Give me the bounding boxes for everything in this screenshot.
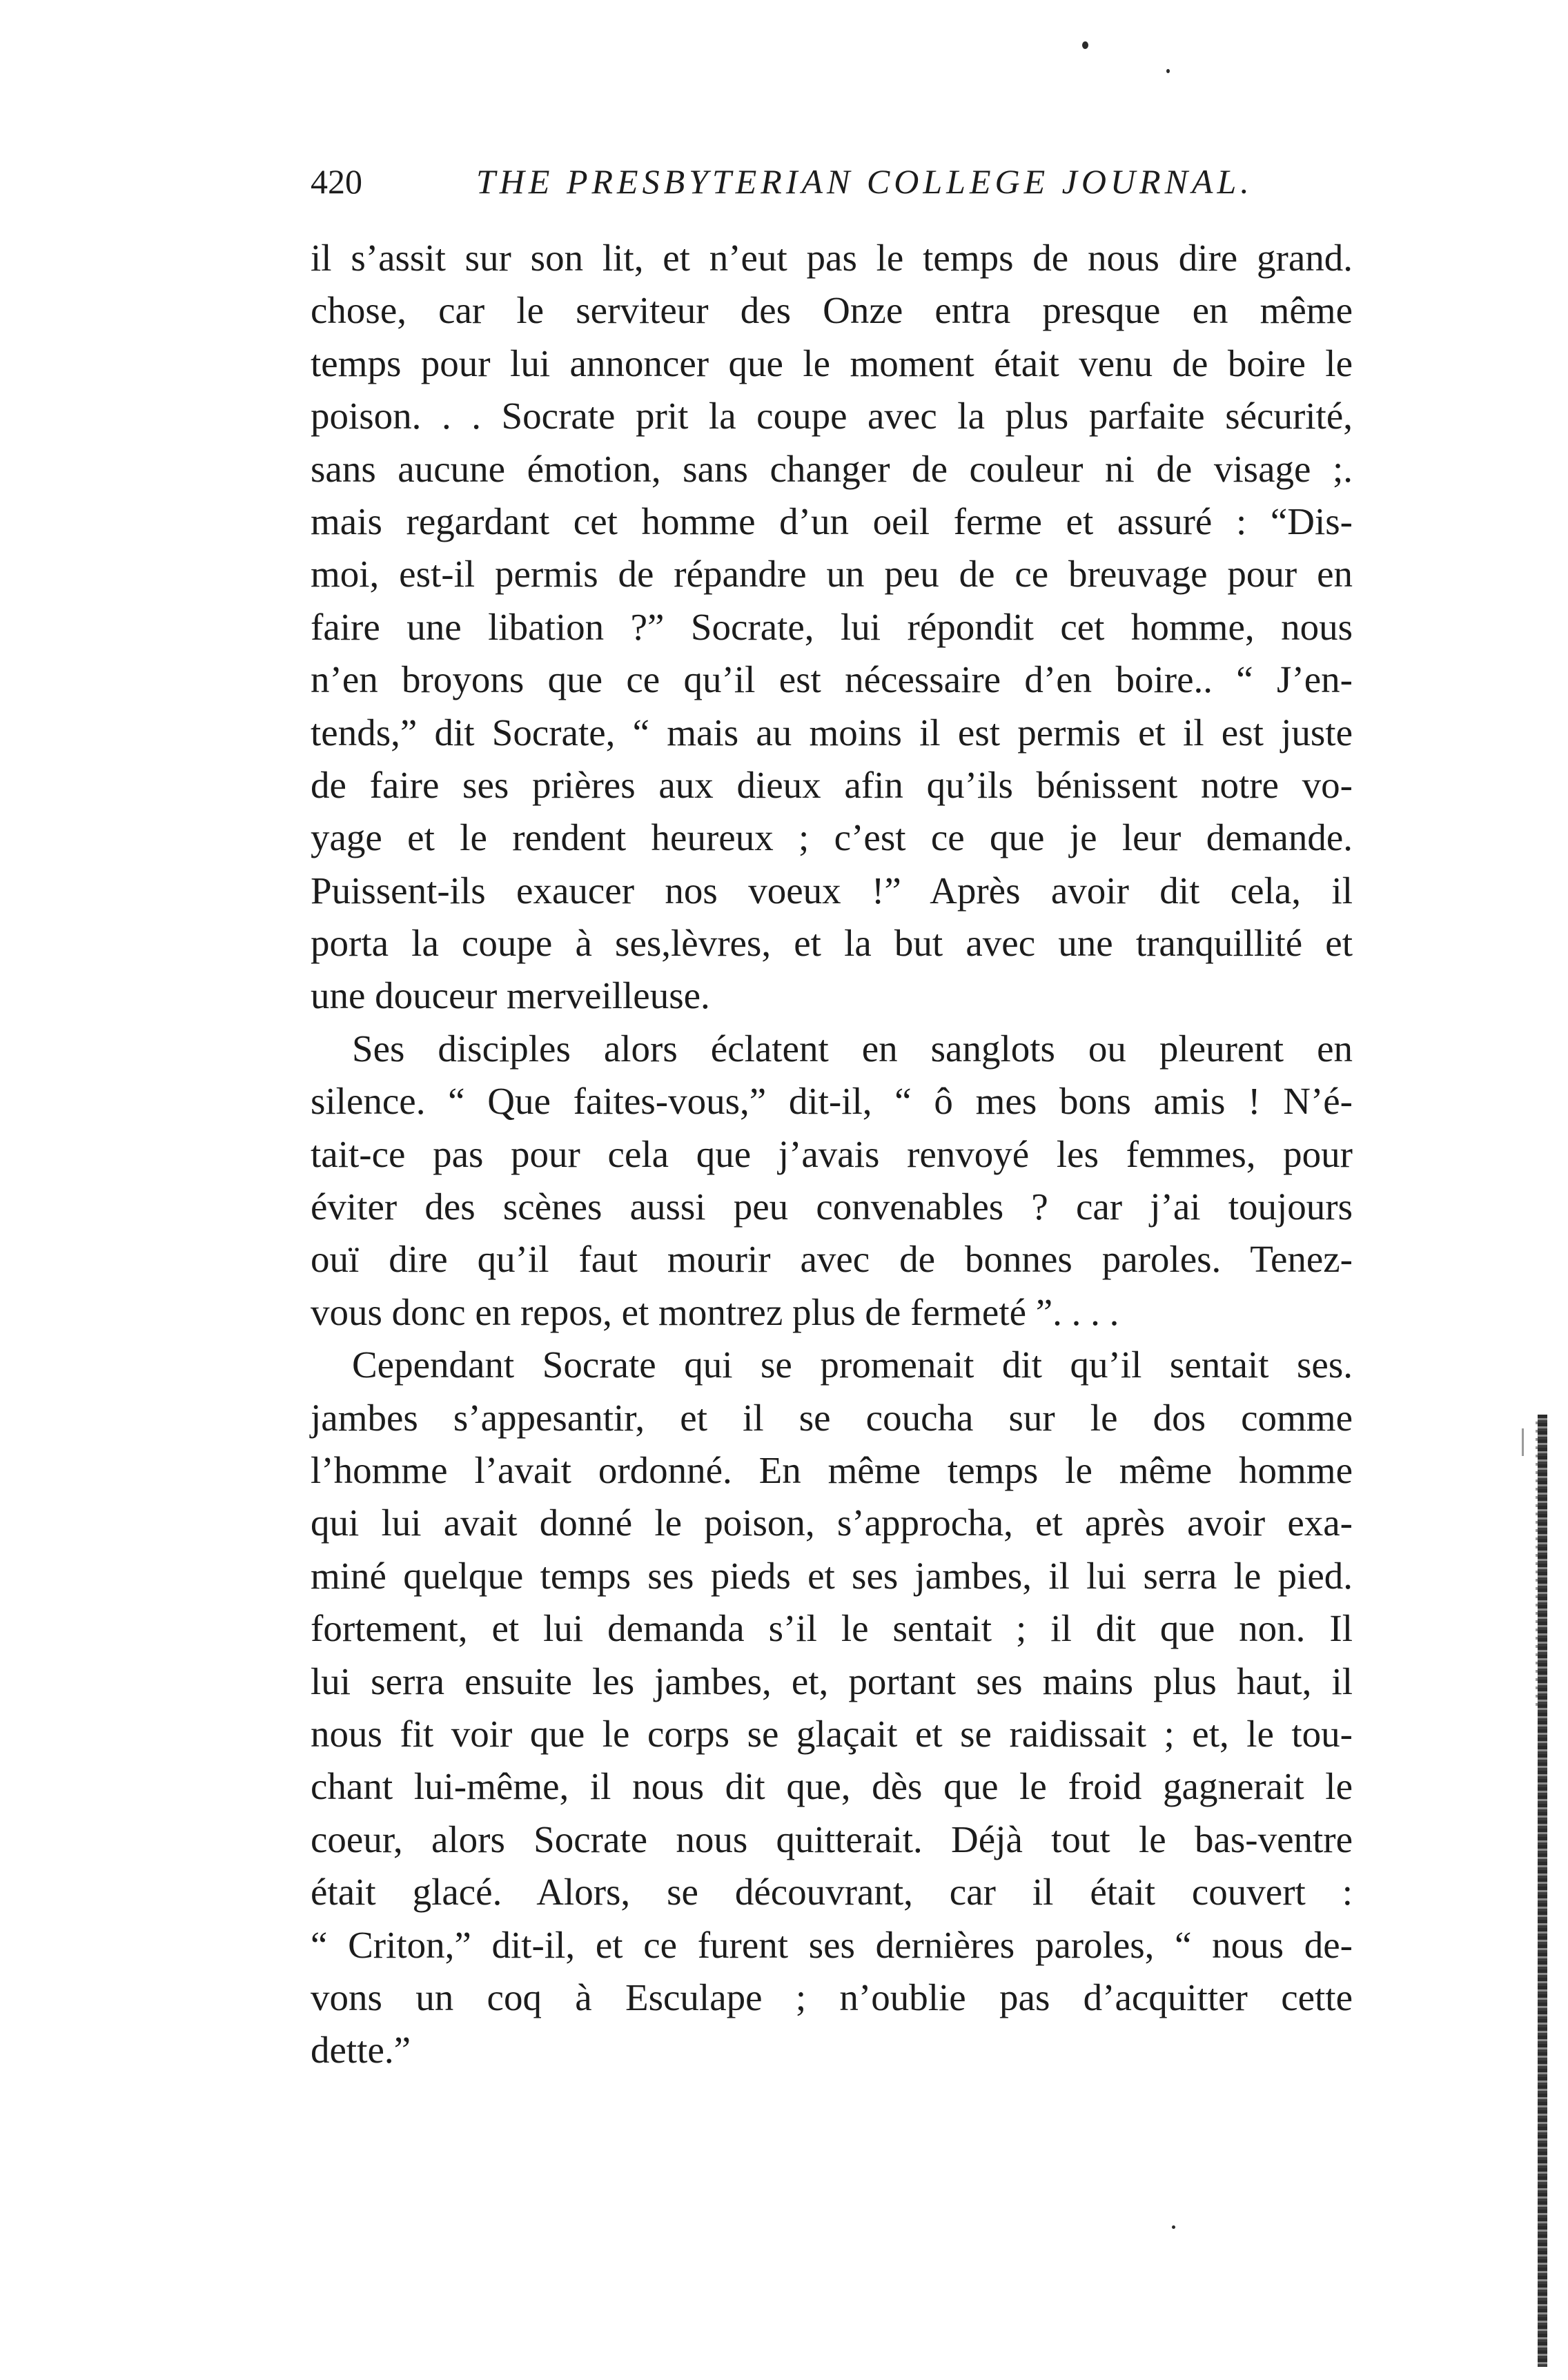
text-line: tends,” dit Socrate, “ mais au moins il est permis et il est juste [311, 711, 1353, 754]
text-line: chose, car le serviteur des Onze entra presque en même [311, 289, 1353, 332]
text-line: Puissent-ils exaucer nos voeux !” Après avoir dit cela, il [311, 869, 1353, 912]
page-edge-shadow [1538, 1415, 1547, 2367]
ink-speck [1166, 69, 1170, 73]
ink-speck [1172, 2225, 1175, 2229]
paragraph-first-line: Cependant Socrate qui se promenait dit qu’il sentait ses. [352, 1344, 1353, 1386]
text-line: yage et le rendent heureux ; c’est ce que je leur demande. [311, 816, 1353, 859]
paragraph-end-line: vous donc en repos, et montrez plus de fermeté ”. . . . [311, 1290, 1119, 1333]
text-line: était glacé. Alors, se découvrant, car il était couvert : [311, 1871, 1353, 1914]
text-line: silence. “ Que faites-vous,” dit-il, “ ô mes bons amis ! N’é- [311, 1080, 1353, 1123]
text-line: il s’assit sur son lit, et n’eut pas le temps de nous dire grand. [311, 237, 1353, 279]
text-line: nous fit voir que le corps se glaçait et se raidissait ; et, le tou- [311, 1712, 1353, 1755]
paragraph-end-line: dette.” [311, 2029, 411, 2072]
page-number: 420 [311, 162, 362, 201]
text-line: moi, est-il permis de répandre un peu de ce breuvage pour en [311, 553, 1353, 596]
body-text [311, 232, 1353, 2077]
text-line: jambes s’appesantir, et il se coucha sur le dos comme [311, 1396, 1353, 1439]
text-line: n’en broyons que ce qu’il est nécessaire d’en boire.. “ J’en- [311, 658, 1353, 701]
text-line: “ Criton,” dit-il, et ce furent ses dernières paroles, “ nous de- [311, 1923, 1353, 1966]
text-line: temps pour lui annoncer que le moment était venu de boire le [311, 342, 1353, 384]
text-line: poison. . . Socrate prit la coupe avec la plus parfaite sécurité, [311, 395, 1353, 437]
text-line: coeur, alors Socrate nous quitterait. Déjà tout le bas-ventre [311, 1818, 1353, 1860]
text-line: fortement, et lui demanda s’il le sentait ; il dit que non. Il [311, 1607, 1353, 1650]
text-line: faire une libation ?” Socrate, lui répondit cet homme, nous [311, 605, 1353, 648]
paragraph-end-line: une douceur merveilleuse. [311, 974, 710, 1017]
text-line: chant lui-même, il nous dit que, dès que le froid gagnerait le [311, 1765, 1353, 1808]
running-header [311, 157, 1346, 206]
text-line: mais regardant cet homme d’un oeil ferme et assuré : “Dis- [311, 500, 1353, 542]
ink-speck [1522, 1428, 1524, 1456]
text-line: porta la coupe à ses,lèvres, et la but avec une tranquillité et [311, 922, 1353, 965]
text-line: éviter des scènes aussi peu convenables ? car j’ai toujours [311, 1186, 1353, 1228]
text-line: lui serra ensuite les jambes, et, portant ses mains plus haut, il [311, 1660, 1353, 1702]
text-line: l’homme l’avait ordonné. En même temps le même homme [311, 1448, 1353, 1491]
text-line: sans aucune émotion, sans changer de couleur ni de visage ;. [311, 447, 1353, 490]
text-line: ouï dire qu’il faut mourir avec de bonnes paroles. Tenez- [311, 1238, 1353, 1281]
text-line: qui lui avait donné le poison, s’approcha, et après avoir exa- [311, 1502, 1353, 1544]
ink-speck [1082, 41, 1088, 49]
running-title: THE PRESBYTERIAN COLLEGE JOURNAL. [476, 162, 1253, 201]
paragraph-first-line: Ses disciples alors éclatent en sanglots ou pleurent en [352, 1027, 1353, 1070]
text-line: miné quelque temps ses pieds et ses jambes, il lui serra le pied. [311, 1554, 1353, 1597]
text-line: vons un coq à Esculape ; n’oublie pas d’acquitter cette [311, 1976, 1353, 2018]
text-line: de faire ses prières aux dieux afin qu’ils bénissent notre vo- [311, 763, 1353, 806]
text-line: tait-ce pas pour cela que j’avais renvoyé les femmes, pour [311, 1132, 1353, 1175]
